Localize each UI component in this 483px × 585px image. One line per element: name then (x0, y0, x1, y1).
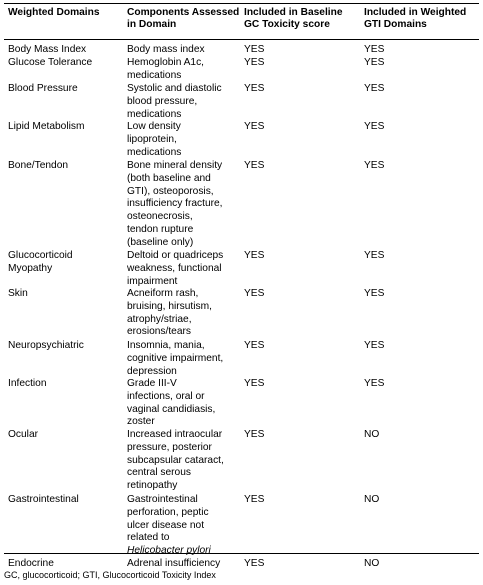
table-row (4, 378, 479, 429)
cell-domain (4, 160, 123, 250)
cell-components (123, 57, 240, 83)
cell-baseline-text: YES (244, 44, 265, 55)
cell-components (123, 83, 240, 121)
cell-baseline-text: YES (244, 429, 265, 440)
cell-components-text: Increased intraocular pressure, posterior subcapsular cataract, central serous retinopathy (127, 429, 224, 492)
cell-baseline (240, 250, 360, 288)
cell-components-text: Grade III-V infections, oral or vaginal candidiasis, zoster (127, 378, 216, 428)
cell-components-text: Deltoid or quadriceps weakness, functional impairment (127, 250, 224, 287)
cell-baseline (240, 494, 360, 558)
cell-baseline (240, 83, 360, 121)
cell-baseline (240, 288, 360, 339)
cell-components (123, 288, 240, 339)
cell-baseline (240, 121, 360, 159)
cell-weighted (360, 44, 479, 57)
cell-baseline-text: YES (244, 57, 265, 68)
cell-components-italic: Helicobacter pylori (127, 545, 211, 557)
cell-components (123, 558, 240, 571)
table-row (4, 160, 479, 250)
cell-components-text: Low density lipoprotein, medications (127, 121, 182, 158)
header-weighted-domains: Weighted Domains (8, 7, 100, 18)
cell-weighted-text: NO (364, 558, 380, 569)
cell-weighted (360, 340, 479, 378)
cell-weighted-text: NO (364, 494, 380, 505)
cell-domain-text: Infection (8, 378, 47, 389)
cell-baseline-text: YES (244, 288, 265, 299)
cell-baseline-text: YES (244, 121, 265, 132)
table-row (4, 121, 479, 159)
cell-components-text: Body mass index (127, 44, 205, 55)
cell-components (123, 494, 240, 558)
cell-domain (4, 121, 123, 159)
cell-weighted (360, 160, 479, 250)
cell-weighted-text: YES (364, 250, 385, 261)
header-weighted-gti: Included in Weighted GTI Domains (364, 7, 467, 31)
cell-baseline (240, 57, 360, 83)
cell-domain-text: Skin (8, 288, 28, 299)
cell-baseline (240, 160, 360, 250)
table-row (4, 558, 479, 571)
cell-domain-text: Endocrine (8, 558, 54, 569)
cell-domain-text: Gastrointestinal (8, 494, 79, 505)
cell-domain-text: Glucose Tolerance (8, 57, 93, 68)
cell-baseline-text: YES (244, 160, 265, 171)
cell-weighted-text: YES (364, 83, 385, 94)
table-row (4, 250, 479, 288)
cell-domain (4, 250, 123, 288)
cell-weighted (360, 121, 479, 159)
cell-domain (4, 378, 123, 429)
table-row (4, 340, 479, 378)
toxicity-table (4, 3, 479, 569)
cell-domain-text: Neuropsychiatric (8, 340, 84, 351)
cell-domain (4, 57, 123, 83)
cell-components (123, 378, 240, 429)
cell-baseline-text: YES (244, 340, 265, 351)
cell-domain (4, 340, 123, 378)
cell-domain (4, 558, 123, 571)
table-body (4, 40, 479, 569)
table-row (4, 494, 479, 558)
cell-domain-text: Blood Pressure (8, 83, 78, 94)
cell-domain (4, 494, 123, 558)
cell-components-text: Hemoglobin A1c, medications (127, 57, 205, 81)
cell-weighted (360, 494, 479, 558)
cell-weighted (360, 429, 479, 493)
cell-baseline (240, 378, 360, 429)
cell-weighted-text: YES (364, 378, 385, 389)
cell-components-text: Gastrointestinal perforation, peptic ulcer disease not related to (127, 494, 209, 544)
cell-components (123, 44, 240, 57)
cell-components-text: Adrenal insufficiency (127, 558, 221, 569)
cell-baseline-text: YES (244, 378, 265, 389)
cell-weighted-text: YES (364, 121, 385, 132)
cell-weighted-text: YES (364, 340, 385, 351)
cell-domain-text: Body Mass Index (8, 44, 87, 55)
cell-weighted-text: YES (364, 57, 385, 68)
table-row (4, 288, 479, 339)
cell-weighted (360, 83, 479, 121)
header-components: Components Assessed in Domain (127, 7, 240, 31)
cell-weighted-text: YES (364, 288, 385, 299)
cell-weighted (360, 558, 479, 571)
cell-weighted-text: YES (364, 160, 385, 171)
table-row (4, 44, 479, 57)
cell-components (123, 250, 240, 288)
cell-components (123, 340, 240, 378)
cell-components (123, 429, 240, 493)
table-header (4, 3, 479, 40)
cell-components-text: Insomnia, mania, cognitive impairment, depression (127, 340, 224, 377)
cell-components-text: Systolic and diastolic blood pressure, medications (127, 83, 222, 120)
cell-baseline (240, 340, 360, 378)
cell-domain (4, 288, 123, 339)
table-footnote: GC, glucocorticoid; GTI, Glucocorticoid Toxicity Index (4, 570, 216, 580)
table-row (4, 83, 479, 121)
cell-baseline-text: YES (244, 494, 265, 505)
cell-baseline-text: YES (244, 83, 265, 94)
cell-baseline (240, 429, 360, 493)
cell-weighted (360, 250, 479, 288)
cell-domain (4, 44, 123, 57)
table-row (4, 429, 479, 493)
cell-baseline (240, 558, 360, 571)
cell-domain-text: Bone/Tendon (8, 160, 69, 171)
cell-weighted-text: NO (364, 429, 380, 440)
cell-baseline (240, 44, 360, 57)
cell-weighted-text: YES (364, 44, 385, 55)
cell-weighted (360, 288, 479, 339)
table-row (4, 57, 479, 83)
cell-components (123, 160, 240, 250)
cell-baseline-text: YES (244, 250, 265, 261)
cell-components-text: Bone mineral density (both baseline and GTI), osteoporosis, insufficiency fracture, osteonecrosis, tendon rupture (baseline only) (127, 160, 223, 248)
cell-domain (4, 429, 123, 493)
cell-baseline-text: YES (244, 558, 265, 569)
cell-domain-text: Glucocorticoid Myopathy (8, 250, 73, 274)
cell-domain-text: Ocular (8, 429, 39, 440)
cell-components-text: Acneiform rash, bruising, hirsutism, atrophy/striae, erosions/tears (127, 288, 212, 338)
cell-weighted (360, 57, 479, 83)
cell-domain-text: Lipid Metabolism (8, 121, 85, 132)
header-baseline: Included in Baseline GC Toxicity score (244, 7, 343, 31)
cell-domain (4, 83, 123, 121)
cell-components (123, 121, 240, 159)
cell-weighted (360, 378, 479, 429)
